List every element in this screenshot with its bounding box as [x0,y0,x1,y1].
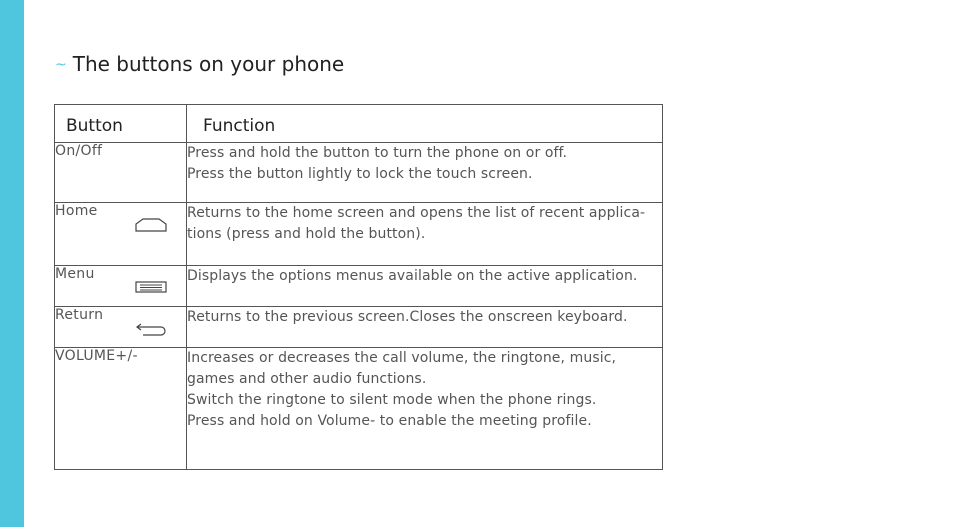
button-name: VOLUME+/- [55,348,138,364]
tilde-marker: ~ [55,57,67,73]
button-name: On/Off [55,143,103,159]
function-line: Increases or decreases the call volume, the ringtone, music, [187,350,617,366]
button-name: Return [55,307,104,323]
function-cell [187,348,663,470]
function-line: Switch the ringtone to silent mode when the phone rings. [187,392,597,408]
function-cell [187,307,663,348]
button-name: Home [55,203,98,219]
table-header-row [55,105,663,143]
table-row [55,203,663,266]
function-line: tions (press and hold the button). [187,226,426,242]
section-title [55,52,344,76]
button-cell [55,203,187,266]
table-row [55,307,663,348]
function-line: Press the button lightly to lock the touch screen. [187,166,533,182]
function-cell [187,266,663,307]
function-line: games and other audio functions. [187,371,427,387]
button-cell [55,266,187,307]
function-line: Press and hold the button to turn the phone on or off. [187,145,568,161]
function-cell [187,143,663,203]
button-cell [55,143,187,203]
header-button: Button [55,105,187,143]
button-name: Menu [55,266,95,282]
buttons-table [54,104,663,470]
section-title-text: The buttons on your phone [72,52,345,76]
accent-side-bar [0,0,24,527]
button-cell [55,307,187,348]
menu-icon [135,281,167,293]
table-row [55,143,663,203]
function-line: Press and hold on Volume- to enable the meeting profile. [187,413,592,429]
table-row [55,348,663,470]
function-line: Returns to the previous screen.Closes the onscreen keyboard. [187,309,628,325]
home-icon [135,218,167,232]
return-icon [135,322,167,336]
function-line: Displays the options menus available on the active application. [187,268,638,284]
function-line: Returns to the home screen and opens the list of recent applica- [187,205,646,221]
table-row [55,266,663,307]
function-cell [187,203,663,266]
header-function: Function [187,105,663,143]
button-cell [55,348,187,470]
